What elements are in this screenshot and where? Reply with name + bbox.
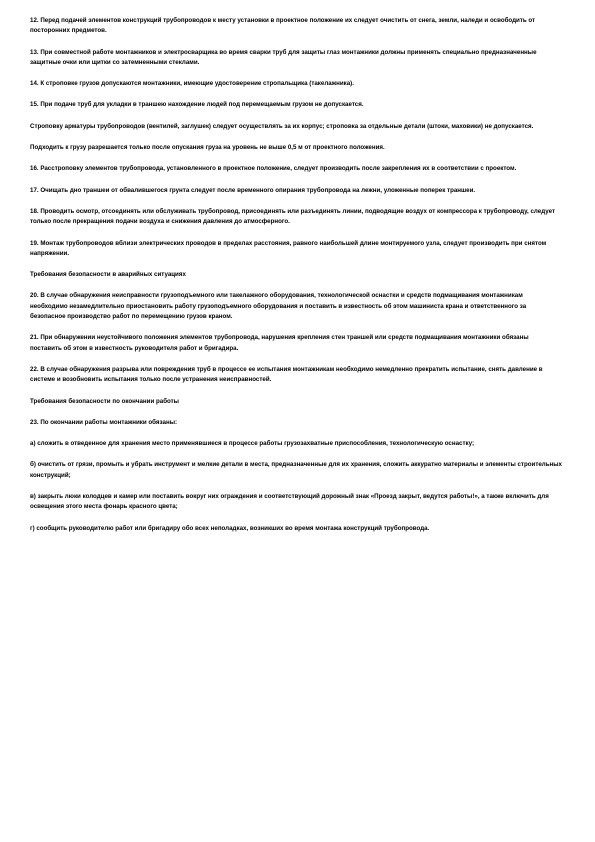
paragraph: 19. Монтаж трубопроводов вблизи электрических проводов в пределах расстояния, равного наибольшей длине монтируемого узла, следует производить при снятом напряжении.: [30, 239, 547, 257]
document-page: [30, 16, 562, 545]
paragraph: в) закрыть люки колодцев и камер или поставить вокруг них ограждения и соответствующий дорожный знак «Проезд закрыт, ведутся работы!», а также включить для освещения этого места фонарь красного цвета;: [30, 493, 549, 511]
paragraph: 15. При подаче труб для укладки в траншею нахождение людей под перемещаемым грузом не допускается.: [30, 101, 364, 109]
paragraph: б) очистить от грязи, промыть и убрать инструмент и мелкие детали в места, предназначенные для их хранения, сложить аккуратно материалы и элементы строительных конструкций;: [30, 461, 562, 479]
paragraph: Строповку арматуры трубопроводов (вентилей, заглушек) следует осуществлять за их корпус; строповка за отдельные детали (штоки, маховики) не допускается.: [30, 122, 534, 130]
paragraph: 20. В случае обнаружения неисправности грузоподъемного или такелажного оборудования, технологической оснастки и средств подмащивания монтажникам необходимо незамедлительно приостановить работу грузоподъемного оборудования и поставить в известность об этом машиниста крана и ответственного за безопасное производство работ по перемещению грузов краном.: [30, 292, 527, 321]
paragraph: 18. Проводить осмотр, отсоединять или обслуживать трубопровод, присоединять или разъединять линии, подводящие воздух от компрессора к трубопроводу, следует только после прекращения подачи воздуха и снижения давления до атмосферного.: [30, 207, 555, 226]
paragraph: 13. При совместной работе монтажников и электросварщика во время сварки труб для защиты глаз монтажники должны применять специально предназначенные защитные очки или щитки со затемненными стеклами.: [30, 48, 537, 66]
paragraph: 12. Перед подачей элементов конструкций трубопроводов к месту установки в проектное положение их следует очистить от снега, земли, наледи и освободить от посторонних предметов.: [30, 17, 536, 35]
paragraph: 14. К строповке грузов допускаются монтажники, имеющие удостоверение стропальщика (такелажника).: [30, 80, 354, 88]
paragraph: 22. В случае обнаружения разрыва или повреждения труб в процессе ее испытания монтажникам необходимо немедленно прекратить испытание, снять давление в системе и возобновить испытания только после устранения неисправностей.: [30, 365, 543, 384]
paragraph: 16. Расстроповку элементов трубопровода, установленного в проектное положение, следует производить после закрепления их в соответствии с проектом.: [30, 165, 517, 173]
paragraph: Подходить к грузу разрешается только после опускания груза на уровень не выше 0,5 м от проектного положения.: [30, 144, 385, 152]
paragraph: 23. По окончании работы монтажники обязаны:: [30, 418, 178, 426]
paragraph: 21. При обнаружении неустойчивого положения элементов трубопровода, нарушения крепления стен траншей или средств подмащивания монтажники обязаны поставить об этом в известность руководителя работ и бригадира.: [30, 334, 529, 352]
section-heading: Требования безопасности в аварийных ситуациях: [30, 271, 186, 279]
paragraph: а) сложить в отведенное для хранения место применявшиеся в процессе работы грузозахватные приспособления, технологическую оснастку;: [30, 440, 475, 448]
paragraph: 17. Очищать дно траншеи от обвалившегося грунта следует после временного опирания трубопровода на лежни, уложенные поперек траншеи.: [30, 186, 476, 194]
section-heading: Требования безопасности по окончании работы: [30, 397, 179, 405]
paragraph: г) сообщить руководителю работ или бригадиру обо всех неполадках, возникших во время монтажа конструкций трубопровода.: [30, 524, 430, 532]
